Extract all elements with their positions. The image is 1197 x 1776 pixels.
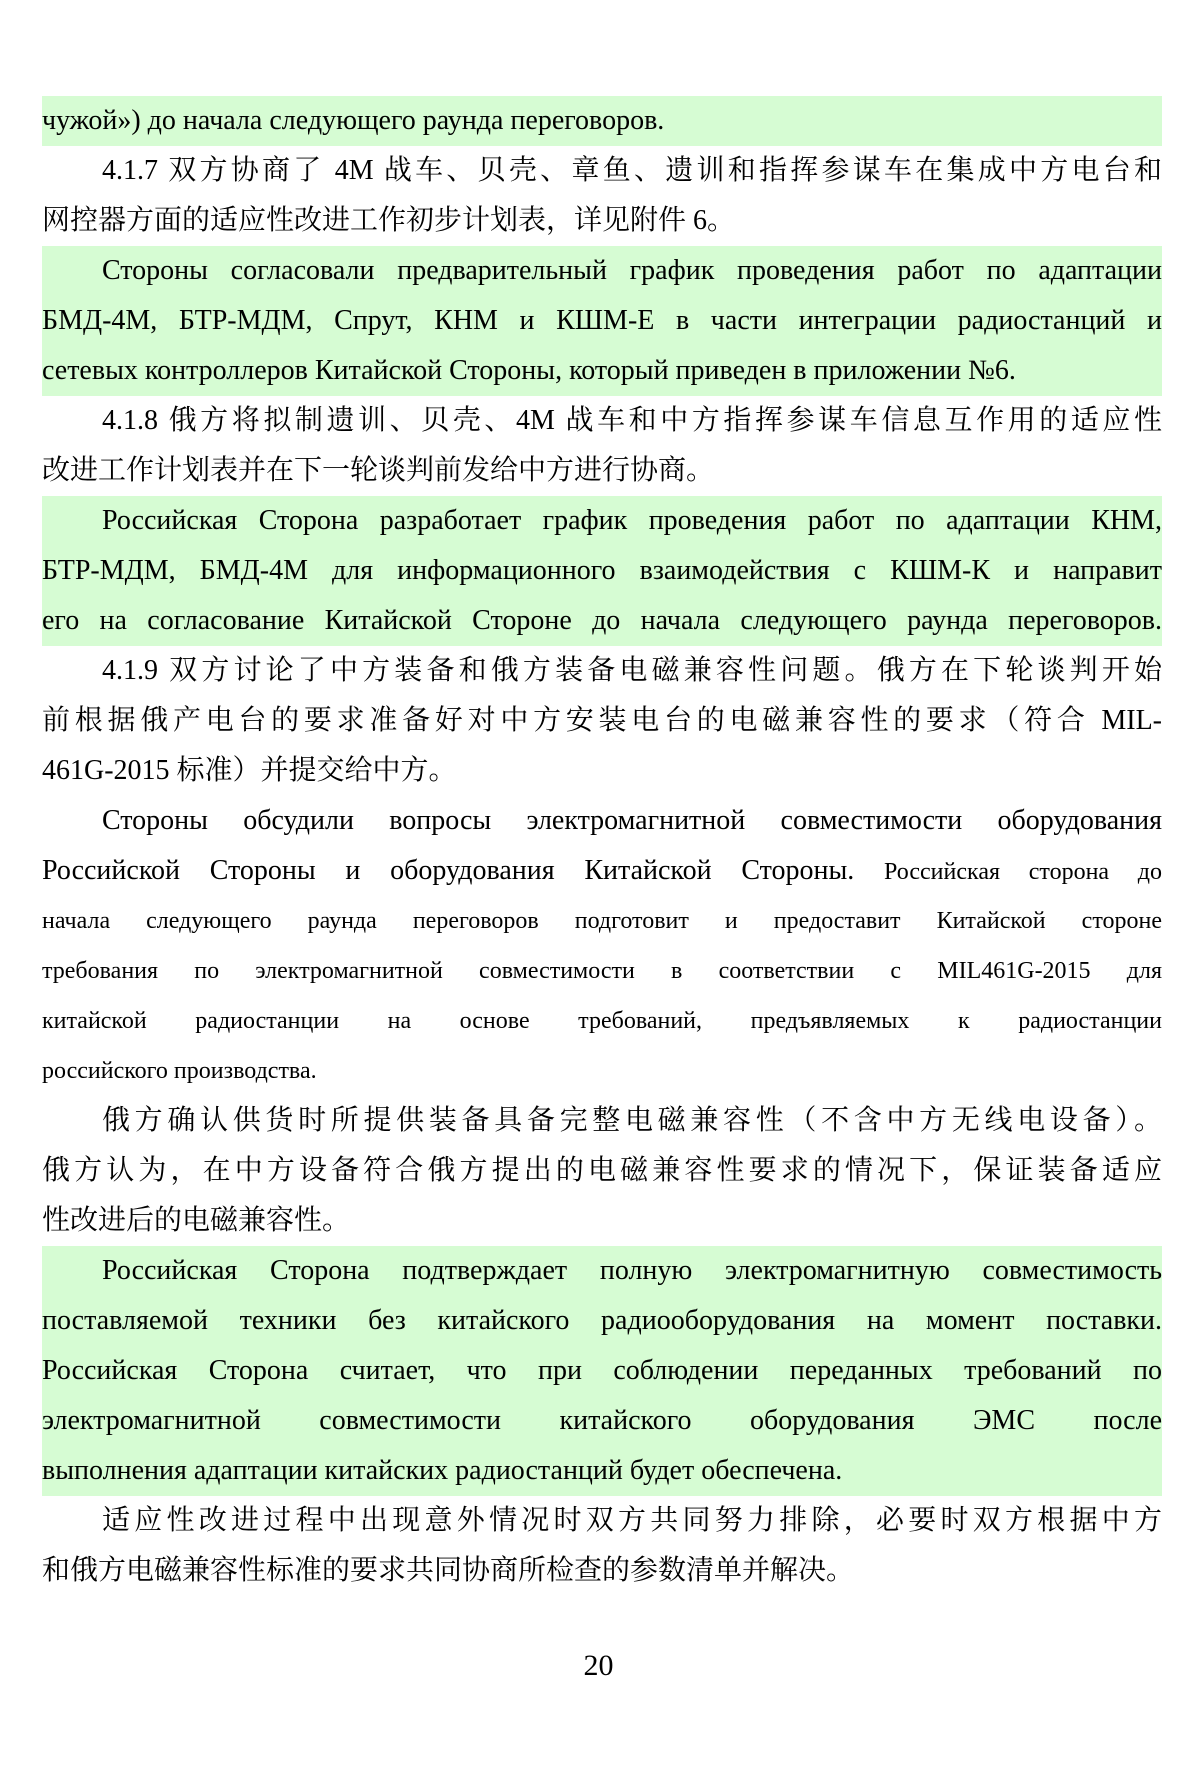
para-ru-highlight-schedule <box>42 246 1162 396</box>
text-run: 和俄方电磁兼容性标准的要求共同协商所检查的参数清单并解决。 <box>42 1555 855 1586</box>
page-number: 20 <box>583 1649 614 1682</box>
text-line <box>42 596 1162 646</box>
text-run: Российской Стороны и оборудования Китайской Стороны. <box>42 855 885 886</box>
text-run: 4.1.8 俄方将拟制遗训、贝壳、4M 战车和中方指挥参谋车信息互作用的适应性 <box>102 405 1162 436</box>
text-run: БТР-МДМ, БМД-4М для информационного взаимодействия с КШМ-К и направит <box>42 555 1162 586</box>
text-run: Российская Сторона считает, что при соблюдении переданных требований по <box>42 1355 1162 1386</box>
text-line <box>42 746 1162 796</box>
text-run: его на согласование Китайской Стороне до начала следующего раунда переговоров. <box>42 605 1162 636</box>
para-ru-highlight-emc <box>42 1246 1162 1496</box>
text-line <box>42 246 1162 296</box>
document-body <box>42 96 1162 1596</box>
text-run: БМД-4М, БТР-МДМ, Спрут, КНМ и КШМ-Е в части интеграции радиостанций и <box>42 305 1162 336</box>
text-run: Стороны обсудили вопросы электромагнитной совместимости оборудования <box>102 805 1162 836</box>
text-run: 4.1.7 双方协商了 4M 战车、贝壳、章鱼、遗训和指挥参谋车在集成中方电台和 <box>102 155 1162 186</box>
text-run: Российская Сторона разработает график проведения работ по адаптации КНМ, <box>102 505 1162 536</box>
text-line <box>42 546 1162 596</box>
text-line <box>42 1546 1162 1596</box>
para-ru-emc-discussion <box>42 796 1162 1096</box>
text-run: поставляемой техники без китайского радиооборудования на момент поставки. <box>42 1305 1162 1336</box>
text-line <box>42 996 1162 1046</box>
text-line <box>42 1296 1162 1346</box>
text-run: 俄方确认供货时所提供装备具备完整电磁兼容性（不含中方无线电设备）。 <box>102 1105 1162 1136</box>
text-line <box>42 1446 1162 1496</box>
text-line <box>42 1046 1162 1096</box>
text-line <box>42 1346 1162 1396</box>
para-ru-highlight-continuation <box>42 96 1162 146</box>
text-line <box>42 1196 1162 1246</box>
text-run: 改进工作计划表并在下一轮谈判前发给中方进行协商。 <box>42 455 715 486</box>
text-run: выполнения адаптации китайских радиостанций будет обеспечена. <box>42 1455 843 1486</box>
text-run: 网控器方面的适应性改进工作初步计划表，详见附件 6。 <box>42 205 736 236</box>
para-ru-highlight-plan <box>42 496 1162 646</box>
text-line <box>42 696 1162 746</box>
para-zh-4-1-8 <box>42 396 1162 496</box>
text-run: 适应性改进过程中出现意外情况时双方共同努力排除，必要时双方根据中方 <box>102 1505 1162 1536</box>
para-zh-4-1-7 <box>42 146 1162 246</box>
text-run: 性改进后的电磁兼容性。 <box>42 1205 351 1236</box>
text-run: чужой») до начала следующего раунда переговоров. <box>42 105 665 136</box>
text-line <box>42 796 1162 846</box>
text-line <box>42 146 1162 196</box>
para-zh-adaptation-issues <box>42 1496 1162 1596</box>
text-line <box>42 946 1162 996</box>
text-run: китайской радиостанции на основе требований, предъявляемых к радиостанции <box>42 1008 1162 1034</box>
para-zh-emc-confirmation <box>42 1096 1162 1246</box>
text-line <box>42 1396 1162 1446</box>
text-line <box>42 346 1162 396</box>
text-line <box>42 196 1162 246</box>
text-line <box>42 296 1162 346</box>
text-line <box>42 1096 1162 1146</box>
text-run: сетевых контроллеров Китайской Стороны, который приведен в приложении №6. <box>42 355 1016 386</box>
text-line <box>42 646 1162 696</box>
text-line <box>42 846 1162 896</box>
text-run: 4.1.9 双方讨论了中方装备和俄方装备电磁兼容性问题。俄方在下轮谈判开始 <box>102 655 1162 686</box>
text-line <box>42 1146 1162 1196</box>
text-line <box>42 396 1162 446</box>
text-run: 俄方认为，在中方设备符合俄方提出的电磁兼容性要求的情况下，保证装备适应 <box>42 1155 1162 1186</box>
text-run: требования по электромагнитной совместимости в соответствии с MIL461G-2015 для <box>42 958 1162 984</box>
text-run: Российская Сторона подтверждает полную электромагнитную совместимость <box>102 1255 1162 1286</box>
text-line <box>42 96 1162 146</box>
text-run: электромагнитной совместимости китайского оборудования ЭМС после <box>42 1405 1162 1436</box>
text-line <box>42 1246 1162 1296</box>
text-run: 前根据俄产电台的要求准备好对中方安装电台的电磁兼容性的要求（符合 MIL- <box>42 705 1162 736</box>
text-run: 461G-2015 标准）并提交给中方。 <box>42 755 457 786</box>
text-line <box>42 1496 1162 1546</box>
text-run: российского производства. <box>42 1058 317 1084</box>
para-zh-4-1-9 <box>42 646 1162 796</box>
text-run: Российская сторона до <box>884 859 1162 885</box>
text-run: начала следующего раунда переговоров подготовит и предоставит Китайской стороне <box>42 908 1162 934</box>
text-run: Стороны согласовали предварительный график проведения работ по адаптации <box>102 255 1162 286</box>
text-line <box>42 446 1162 496</box>
text-line <box>42 496 1162 546</box>
text-line <box>42 896 1162 946</box>
